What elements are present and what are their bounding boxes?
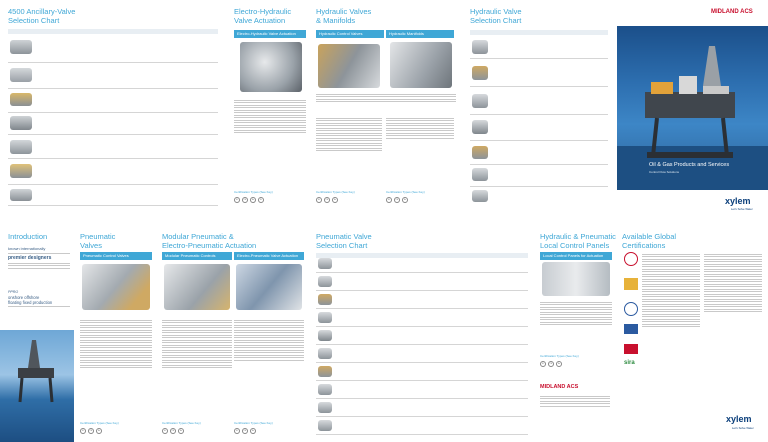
control-panel-text	[540, 300, 612, 350]
valve-image	[318, 348, 332, 359]
intro-highlight: premier designers	[8, 255, 52, 261]
cert-icon: UL	[81, 430, 85, 432]
certification-icons	[234, 197, 264, 203]
hydraulic-chart-header	[470, 30, 608, 35]
offshore-rig-illustration	[0, 330, 74, 442]
electro-hydraulic-band: Electro-Hydraulic Valve Actuation	[234, 30, 306, 38]
cert-icon: UL	[163, 430, 167, 432]
cert-badge	[624, 278, 638, 290]
pneumatic-valves-image	[82, 264, 150, 310]
table-row	[470, 58, 608, 59]
table-row	[8, 184, 218, 185]
certifications-text	[642, 252, 700, 372]
hydraulic-manifold-list	[386, 116, 454, 160]
cert-icon: IE	[258, 197, 264, 203]
valve-image	[10, 68, 32, 82]
cert-icon: CE	[395, 199, 399, 201]
certifications-title-line1: Available Global	[622, 232, 677, 241]
valve-image	[318, 330, 332, 341]
electro-pneumatic-footer: Certification Types (See Key)	[234, 421, 273, 425]
table-row	[470, 114, 608, 115]
cert-icon: CE	[549, 363, 553, 365]
cert-icon: Ex	[179, 430, 183, 432]
hydraulic-chart-title-line1: Hydraulic Valve	[470, 7, 522, 16]
table-row	[8, 62, 218, 63]
cover-heading: Oil & Gas Products and Services	[649, 162, 730, 168]
modular-controls-image	[164, 264, 230, 310]
cert-icon: UL	[541, 363, 545, 365]
intro-highlight: PPRO	[8, 290, 19, 294]
certification-icons	[162, 428, 184, 434]
intro-photo	[0, 330, 74, 442]
contact-text	[540, 394, 610, 424]
modular-controls-band: Modular Pneumatic Controls	[162, 252, 232, 260]
table-row	[8, 205, 218, 206]
electro-pneumatic-text	[234, 318, 304, 408]
sira-logo: sira	[624, 360, 635, 366]
xylem-logo: xylem	[725, 196, 751, 206]
cert-icon: Ex	[251, 430, 255, 432]
brand-logo: MIDLAND ACS	[540, 384, 579, 390]
cert-icon: Ex	[251, 199, 255, 201]
table-row	[316, 380, 528, 381]
cert-icon: UL	[387, 199, 391, 201]
manifold-image	[390, 42, 452, 88]
introduction-text	[8, 246, 70, 286]
cover-subheading: Control Flow Solutions	[649, 170, 680, 174]
valve-image	[472, 190, 488, 202]
pneumatic-text	[80, 318, 152, 418]
certifications-title-line2: Certifications	[622, 240, 666, 250]
certification-icons	[80, 428, 102, 434]
cover-panel	[617, 0, 768, 221]
valve-image	[318, 420, 332, 431]
cert-badge	[624, 344, 638, 354]
control-panels-title-line1: Hydraulic & Pneumatic	[540, 232, 616, 241]
cert-icon: CE	[325, 199, 329, 201]
certifications-text	[704, 252, 762, 352]
valve-image	[318, 384, 332, 395]
valve-image	[472, 168, 488, 181]
ancillary-title-line1: 4500 Ancillary-Valve	[8, 7, 76, 16]
valve-image	[10, 93, 32, 106]
electro-hydraulic-title-line1: Electro-Hydraulic	[234, 7, 292, 16]
table-row	[316, 398, 528, 399]
control-panel-image	[542, 262, 610, 296]
control-valve-image	[318, 44, 380, 88]
modular-title	[162, 233, 256, 250]
cert-icon: Ex	[557, 363, 561, 365]
local-control-band: Local Control Panels for Actuation	[540, 252, 612, 260]
electro-pneumatic-image	[236, 264, 302, 310]
valve-image	[318, 366, 332, 377]
certification-icons	[234, 428, 256, 434]
hydraulic-valves-title-line1: Hydraulic Valves	[316, 7, 372, 16]
intro-highlight: known internationally	[8, 246, 46, 251]
valve-image	[318, 402, 332, 413]
electro-pneumatic-band: Electro-Pneumatic Valve Actuation	[234, 252, 304, 260]
certifications-title	[622, 233, 676, 250]
valve-image	[318, 276, 332, 287]
cert-icon: UL	[235, 430, 239, 432]
hydraulic-valves-title	[316, 8, 371, 25]
table-row	[8, 88, 218, 89]
hydraulic-control-footer: Certification Types (See Key)	[316, 190, 355, 194]
electro-hydraulic-title-line2: Valve Actuation	[234, 15, 286, 25]
valve-image	[10, 164, 32, 178]
xylem-tagline: Let's Solve Water	[731, 207, 753, 211]
ancillary-title	[8, 8, 75, 25]
table-row	[316, 290, 528, 291]
table-row	[470, 186, 608, 187]
xylem-logo: xylem	[726, 414, 752, 424]
table-row	[316, 362, 528, 363]
xylem-tagline: Let's Solve Water	[732, 426, 754, 430]
table-row	[470, 86, 608, 87]
ancillary-table-header	[8, 29, 218, 34]
table-row	[316, 326, 528, 327]
valve-image	[10, 140, 32, 154]
electro-hydraulic-text	[234, 98, 306, 168]
table-row	[8, 158, 218, 159]
hydraulic-chart-title-line2: Selection Chart	[470, 15, 522, 25]
hydraulic-control-list	[316, 116, 382, 186]
valve-image	[10, 40, 32, 54]
valve-image	[472, 66, 488, 80]
ancillary-title-line2: Selection Chart	[8, 15, 60, 25]
modular-title-line2: Electro-Pneumatic Actuation	[162, 240, 257, 250]
modular-title-line1: Modular Pneumatic &	[162, 232, 234, 241]
intro-highlight: onshore offshore	[8, 294, 40, 300]
hydraulic-manifold-footer: Certification Types (See Key)	[386, 190, 425, 194]
table-row	[316, 344, 528, 345]
pneumatic-valves-title	[80, 233, 115, 250]
control-panels-title-line2: Local Control Panels	[540, 240, 610, 250]
cert-icon: UL	[235, 199, 239, 201]
brand-logo: MIDLAND ACS	[711, 9, 753, 15]
electro-hydraulic-title	[234, 8, 291, 25]
introduction-text	[8, 290, 70, 326]
cert-icon: CE	[171, 430, 175, 432]
hydraulic-manifolds-band: Hydraulic Manifolds	[386, 30, 454, 38]
cert-icon: Ex	[403, 199, 407, 201]
hydraulic-intro-text	[316, 92, 456, 112]
introduction-title: Introduction	[8, 232, 48, 241]
pneumatic-chart-title-line2: Selection Chart	[316, 240, 368, 250]
hydraulic-control-band: Hydraulic Control Valves	[316, 30, 384, 38]
table-row	[8, 134, 218, 135]
cert-icon: CE	[243, 430, 247, 432]
intro-highlight: floating fixed production	[8, 299, 53, 305]
valve-image	[10, 189, 32, 201]
valve-image	[472, 94, 488, 108]
cert-badge	[624, 252, 638, 266]
modular-text	[162, 318, 232, 418]
valve-image	[318, 312, 332, 323]
pneumatic-chart-title-line1: Pneumatic Valve	[316, 232, 372, 241]
table-row	[316, 434, 528, 435]
electro-hydraulic-footer: Certification Types (See Key)	[234, 190, 273, 194]
table-row	[316, 416, 528, 417]
certification-icons	[386, 197, 408, 203]
cert-icon: Ex	[97, 430, 101, 432]
cert-icon: UL	[317, 199, 321, 201]
cover-photo	[617, 26, 768, 190]
cert-icon: Ex	[333, 199, 337, 201]
pneumatic-control-band: Pneumatic Control Valves	[80, 252, 152, 260]
cert-badge	[624, 324, 638, 334]
valve-image	[472, 120, 488, 134]
modular-footer: Certification Types (See Key)	[162, 421, 201, 425]
valve-image	[472, 146, 488, 159]
pneumatic-title-line1: Pneumatic	[80, 232, 116, 241]
certification-icons	[540, 361, 562, 367]
table-row	[470, 140, 608, 141]
valve-image	[472, 40, 488, 54]
control-panels-title	[540, 233, 616, 250]
certification-icons	[316, 197, 338, 203]
pneumatic-footer: Certification Types (See Key)	[80, 421, 119, 425]
cert-icon: CE	[89, 430, 93, 432]
table-row	[316, 272, 528, 273]
pneumatic-chart-title	[316, 233, 372, 250]
table-row	[470, 164, 608, 165]
hydraulic-chart-title	[470, 8, 522, 25]
table-row	[316, 308, 528, 309]
control-panel-footer: Certification Types (See Key)	[540, 354, 579, 358]
valve-image	[318, 258, 332, 269]
cert-badge	[624, 302, 638, 316]
pneumatic-title-line2: Valves	[80, 240, 102, 250]
table-row	[8, 112, 218, 113]
valve-image	[318, 294, 332, 305]
cert-icon: CE	[243, 199, 247, 201]
valve-image	[10, 116, 32, 130]
hydraulic-valves-title-line2: & Manifolds	[316, 15, 356, 25]
pneumatic-chart-header	[316, 253, 528, 258]
actuator-image	[240, 42, 302, 92]
